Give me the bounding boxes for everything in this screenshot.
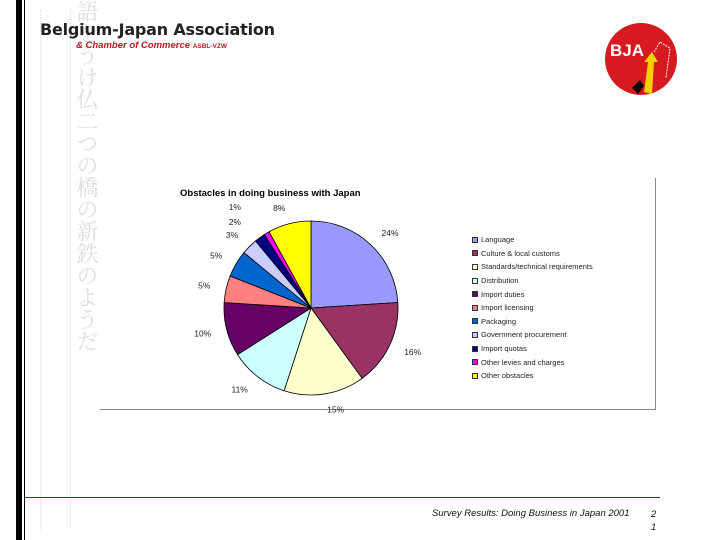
legend-item [472, 355, 593, 369]
legend-label: Import licensing [481, 303, 534, 313]
legend-swatch [472, 278, 478, 284]
footer-divider [25, 497, 660, 498]
legend-item [472, 260, 593, 274]
legend-swatch [472, 373, 478, 379]
legend-swatch [472, 237, 478, 243]
legend-item [472, 369, 593, 383]
org-subtitle: & Chamber of Commerce ASBL-VZW [76, 40, 227, 51]
data-label: 2% [228, 217, 241, 227]
data-label: 5% [210, 250, 223, 261]
data-label: 5% [198, 280, 211, 291]
page-number: 2 1 [651, 509, 657, 533]
logo-text: BJA [610, 41, 645, 60]
legend-swatch [472, 318, 478, 324]
background-calligraphy: 語をうけ仏二つの橋の新鉄のようだ [73, 0, 98, 352]
legend-item [472, 342, 593, 356]
legend-swatch [472, 264, 478, 270]
legend-item [472, 247, 593, 261]
legend-label: Other levies and charges [481, 357, 565, 367]
data-label: 24% [381, 227, 399, 238]
legend-item [472, 274, 593, 288]
legend-label: Distribution [481, 276, 519, 286]
legend-item [472, 301, 593, 315]
footer-text: Survey Results: Doing Business in Japan 2001 [432, 508, 630, 519]
legend-item [472, 287, 593, 301]
legend-swatch [472, 250, 478, 256]
legend-label: Government procurement [481, 330, 567, 340]
legend-item [472, 233, 593, 247]
legend-swatch [472, 332, 478, 338]
data-label: 15% [327, 404, 345, 415]
chart-title: Obstacles in doing business with Japan [180, 188, 361, 199]
chart-legend [472, 233, 593, 383]
legend-label: Import quotas [481, 344, 527, 354]
legend-swatch [472, 291, 478, 297]
legend-label: Import duties [481, 289, 525, 299]
legend-swatch [472, 346, 478, 352]
legend-swatch [472, 359, 478, 365]
data-label: 16% [404, 346, 422, 357]
legend-label: Other obstacles [481, 371, 534, 381]
data-label: 8% [273, 203, 286, 214]
data-label: 3% [225, 230, 239, 241]
legend-item [472, 328, 593, 342]
data-label: 11% [231, 384, 248, 395]
legend-label: Culture & local customs [481, 248, 560, 258]
legend-swatch [472, 305, 478, 311]
data-label: 10% [194, 328, 212, 339]
legend-item [472, 315, 593, 329]
org-name: Belgium-Japan Association [40, 20, 275, 39]
legend-label: Standards/technical requirements [481, 262, 593, 272]
legend-label: Language [481, 235, 515, 245]
legend-label: Packaging [481, 316, 517, 326]
data-label: 1% [228, 202, 241, 212]
